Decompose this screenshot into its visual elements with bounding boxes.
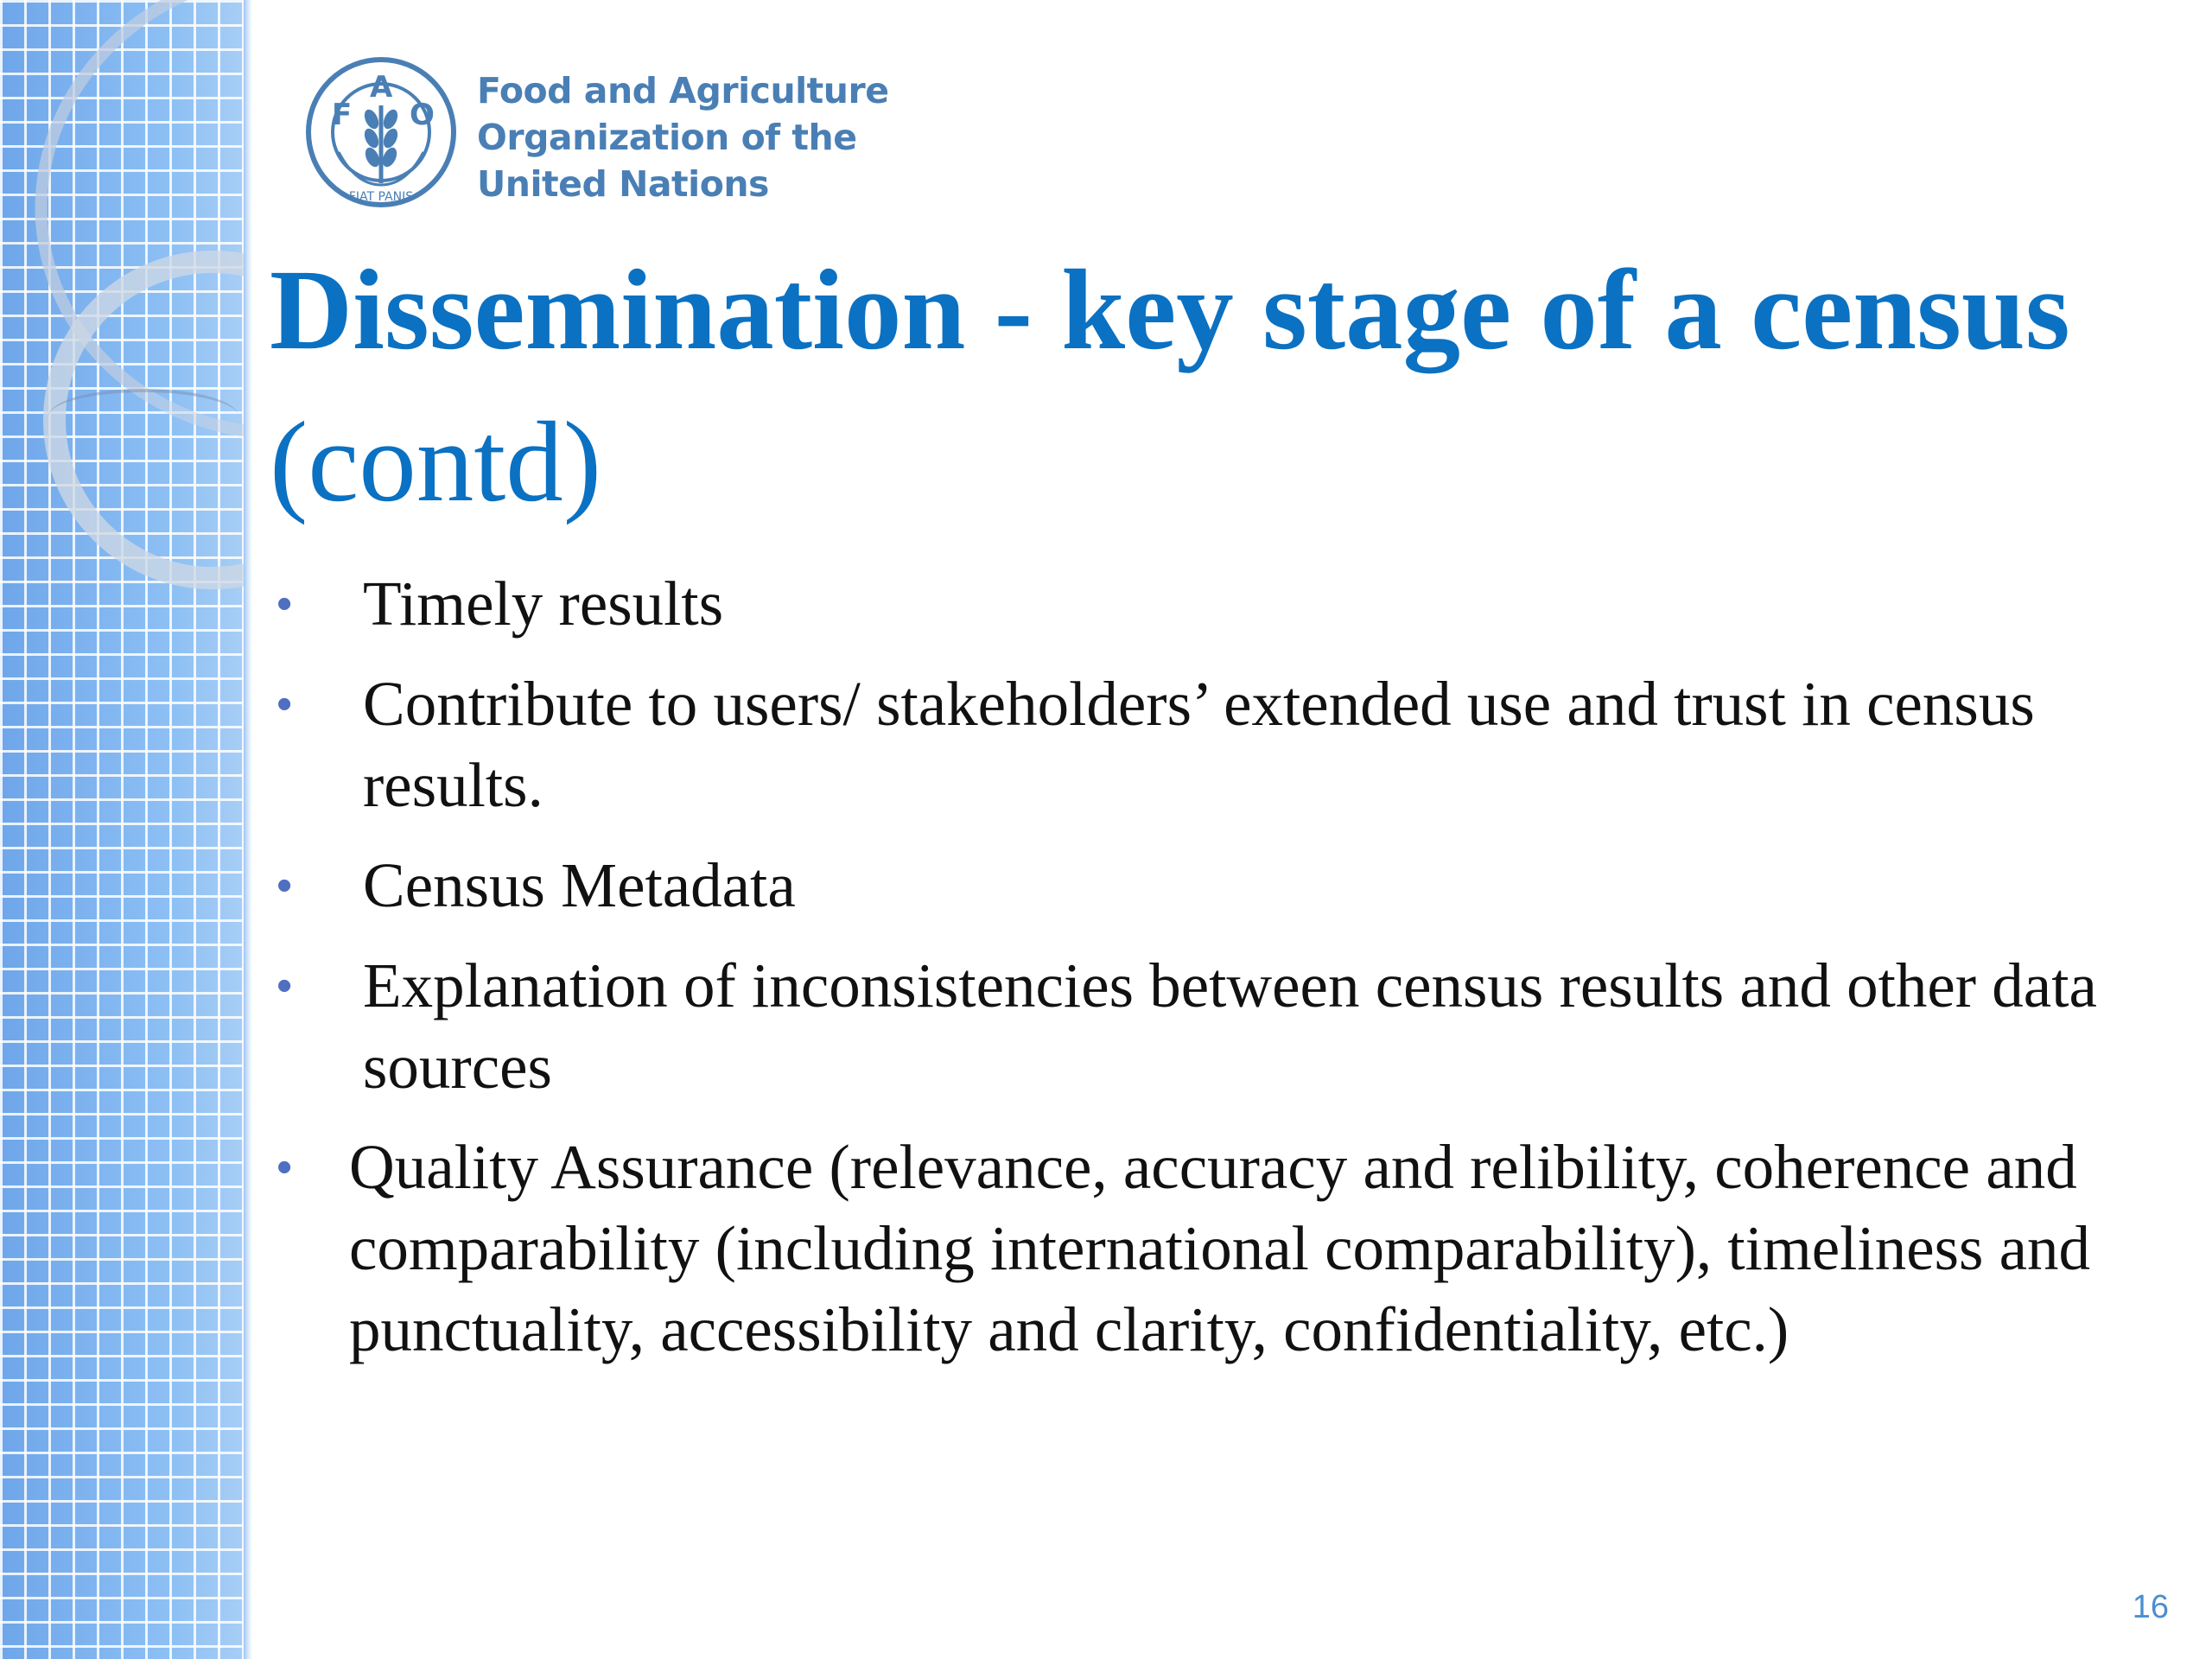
decorative-arc-small [48,389,238,444]
bullet-text: Explanation of inconsistencies between census results and other data sources [363,950,2097,1102]
list-item [270,945,2171,1108]
decorative-arc [0,0,249,480]
bullet-icon: • [276,579,293,629]
bullet-list [270,563,2171,1389]
org-name-line: United Nations [477,163,769,205]
bullet-text: Timely results [363,569,724,639]
bullet-text: Quality Assurance (relevance, accuracy and relibility, coherence and comparability (including international comparability), timeliness and punctuality, accessibility and clarity, confidentiality, etc.) [349,1132,2091,1364]
list-item [270,563,2171,645]
bullet-icon: • [276,961,293,1011]
logo-motto: FIAT PANIS [348,190,414,204]
title-main: Dissemination - key stage of a census [270,245,2070,373]
fao-logo-icon [304,55,458,209]
bullet-icon: • [276,1142,293,1192]
bullet-text: Contribute to users/ stakeholders’ extended use and trust in census results. [363,669,2035,820]
org-name-line: Food and Agriculture [477,70,889,111]
list-item [270,1127,2171,1370]
title-suffix: (contd) [270,397,602,525]
band-edge-divider [244,0,252,1659]
decorative-grid-band [0,0,249,1659]
logo-letter-a: A [370,70,393,105]
logo-letter-f: F [332,98,353,132]
bullet-text: Census Metadata [363,850,796,920]
list-item [270,664,2171,826]
list-item [270,845,2171,926]
logo-letter-o: O [410,98,435,132]
bullet-icon: • [276,679,293,729]
org-name-line: Organization of the [477,117,857,158]
slide-title [270,233,2171,537]
page-number: 16 [2132,1589,2169,1625]
decorative-ring [43,251,249,589]
organization-name [477,67,889,207]
bullet-icon: • [276,861,293,911]
